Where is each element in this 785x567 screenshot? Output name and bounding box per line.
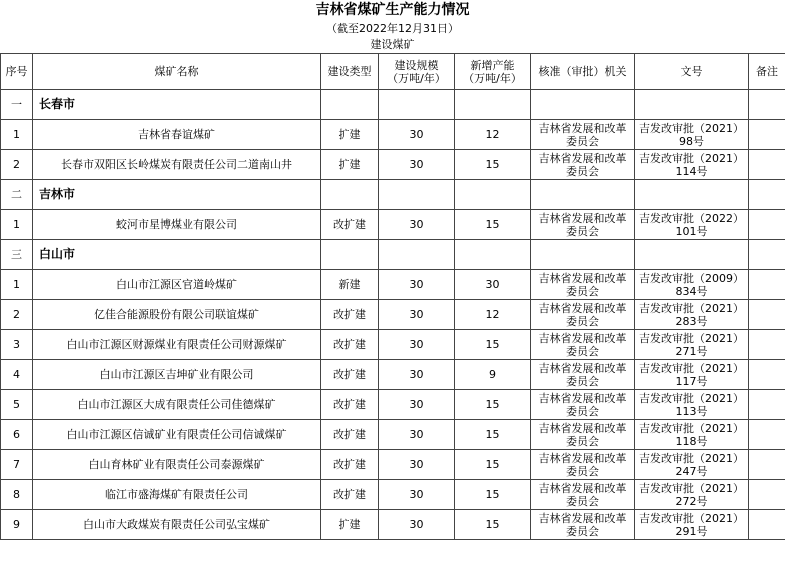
build-type: 改扩建 bbox=[321, 420, 379, 450]
build-scale: 30 bbox=[379, 330, 455, 360]
build-scale: 30 bbox=[379, 360, 455, 390]
group-empty-cell bbox=[455, 240, 531, 270]
table-row bbox=[1, 420, 785, 450]
document-number: 吉发改审批（2021） 114号 bbox=[635, 150, 749, 180]
build-type: 扩建 bbox=[321, 120, 379, 150]
mine-name: 亿佳合能源股份有限公司联谊煤矿 bbox=[33, 300, 321, 330]
build-type: 改扩建 bbox=[321, 300, 379, 330]
row-no: 5 bbox=[1, 390, 33, 420]
added-capacity: 12 bbox=[455, 300, 531, 330]
mine-name: 蛟河市星博煤业有限公司 bbox=[33, 210, 321, 240]
added-capacity: 15 bbox=[455, 420, 531, 450]
table-row bbox=[1, 210, 785, 240]
group-empty-cell bbox=[321, 90, 379, 120]
build-type: 改扩建 bbox=[321, 360, 379, 390]
group-empty-cell bbox=[749, 180, 785, 210]
table-row bbox=[1, 450, 785, 480]
group-empty-cell bbox=[531, 180, 635, 210]
row-no: 1 bbox=[1, 210, 33, 240]
approval-authority: 吉林省发展和改革 委员会 bbox=[531, 480, 635, 510]
added-capacity: 12 bbox=[455, 120, 531, 150]
row-no: 4 bbox=[1, 360, 33, 390]
table-row bbox=[1, 330, 785, 360]
approval-authority: 吉林省发展和改革 委员会 bbox=[531, 210, 635, 240]
group-empty-cell bbox=[455, 180, 531, 210]
header-doc: 文号 bbox=[635, 54, 749, 90]
mine-name: 白山市大政煤炭有限责任公司弘宝煤矿 bbox=[33, 510, 321, 540]
group-row bbox=[1, 240, 785, 270]
mine-name: 白山市江源区大成有限责任公司佳德煤矿 bbox=[33, 390, 321, 420]
group-no: 二 bbox=[1, 180, 33, 210]
group-empty-cell bbox=[635, 240, 749, 270]
approval-authority: 吉林省发展和改革 委员会 bbox=[531, 330, 635, 360]
row-no: 9 bbox=[1, 510, 33, 540]
table-row bbox=[1, 480, 785, 510]
table-row bbox=[1, 270, 785, 300]
note bbox=[749, 300, 785, 330]
approval-authority: 吉林省发展和改革 委员会 bbox=[531, 510, 635, 540]
mine-name: 长春市双阳区长岭煤炭有限责任公司二道南山井 bbox=[33, 150, 321, 180]
note bbox=[749, 330, 785, 360]
mine-name: 吉林省春谊煤矿 bbox=[33, 120, 321, 150]
sheet-subtitle: （截至2022年12月31日） bbox=[326, 22, 459, 35]
mine-name: 白山市江源区吉坤矿业有限公司 bbox=[33, 360, 321, 390]
table-row bbox=[1, 120, 785, 150]
approval-authority: 吉林省发展和改革 委员会 bbox=[531, 420, 635, 450]
note bbox=[749, 390, 785, 420]
row-no: 1 bbox=[1, 120, 33, 150]
approval-authority: 吉林省发展和改革 委员会 bbox=[531, 300, 635, 330]
build-scale: 30 bbox=[379, 390, 455, 420]
approval-authority: 吉林省发展和改革 委员会 bbox=[531, 120, 635, 150]
group-name: 长春市 bbox=[33, 90, 321, 120]
build-type: 扩建 bbox=[321, 510, 379, 540]
build-type: 改扩建 bbox=[321, 390, 379, 420]
note bbox=[749, 150, 785, 180]
build-type: 改扩建 bbox=[321, 210, 379, 240]
added-capacity: 9 bbox=[455, 360, 531, 390]
group-empty-cell bbox=[455, 90, 531, 120]
build-type: 新建 bbox=[321, 270, 379, 300]
build-scale: 30 bbox=[379, 300, 455, 330]
sheet-title: 吉林省煤矿生产能力情况 bbox=[315, 2, 470, 18]
document-number: 吉发改审批（2021） 118号 bbox=[635, 420, 749, 450]
approval-authority: 吉林省发展和改革 委员会 bbox=[531, 150, 635, 180]
table-row bbox=[1, 300, 785, 330]
row-no: 8 bbox=[1, 480, 33, 510]
section-label: 建设煤矿 bbox=[370, 38, 415, 51]
build-scale: 30 bbox=[379, 120, 455, 150]
document-number: 吉发改审批（2021） 113号 bbox=[635, 390, 749, 420]
build-type: 扩建 bbox=[321, 150, 379, 180]
group-empty-cell bbox=[635, 90, 749, 120]
added-capacity: 15 bbox=[455, 450, 531, 480]
table-row bbox=[1, 390, 785, 420]
mine-name: 白山育林矿业有限责任公司泰源煤矿 bbox=[33, 450, 321, 480]
document-number: 吉发改审批（2021） 291号 bbox=[635, 510, 749, 540]
group-empty-cell bbox=[379, 240, 455, 270]
group-no: 三 bbox=[1, 240, 33, 270]
header-authority: 核准（审批）机关 bbox=[531, 54, 635, 90]
group-name: 白山市 bbox=[33, 240, 321, 270]
header-type: 建设类型 bbox=[321, 54, 379, 90]
added-capacity: 15 bbox=[455, 480, 531, 510]
group-empty-cell bbox=[379, 90, 455, 120]
group-empty-cell bbox=[531, 90, 635, 120]
build-type: 改扩建 bbox=[321, 450, 379, 480]
approval-authority: 吉林省发展和改革 委员会 bbox=[531, 360, 635, 390]
header-row bbox=[1, 54, 785, 90]
mine-name: 白山市江源区财源煤业有限责任公司财源煤矿 bbox=[33, 330, 321, 360]
group-empty-cell bbox=[749, 90, 785, 120]
group-row bbox=[1, 180, 785, 210]
approval-authority: 吉林省发展和改革 委员会 bbox=[531, 390, 635, 420]
note bbox=[749, 210, 785, 240]
row-no: 7 bbox=[1, 450, 33, 480]
mine-name: 白山市江源区信诚矿业有限责任公司信诚煤矿 bbox=[33, 420, 321, 450]
group-row bbox=[1, 90, 785, 120]
build-scale: 30 bbox=[379, 210, 455, 240]
table-row bbox=[1, 150, 785, 180]
group-empty-cell bbox=[749, 240, 785, 270]
added-capacity: 15 bbox=[455, 150, 531, 180]
note bbox=[749, 360, 785, 390]
document-number: 吉发改审批（2009） 834号 bbox=[635, 270, 749, 300]
group-empty-cell bbox=[635, 180, 749, 210]
note bbox=[749, 450, 785, 480]
coal-mine-table bbox=[0, 53, 785, 540]
added-capacity: 15 bbox=[455, 210, 531, 240]
header-no: 序号 bbox=[1, 54, 33, 90]
row-no: 3 bbox=[1, 330, 33, 360]
group-empty-cell bbox=[531, 240, 635, 270]
row-no: 6 bbox=[1, 420, 33, 450]
document-number: 吉发改审批（2021） 272号 bbox=[635, 480, 749, 510]
document-number: 吉发改审批（2021） 247号 bbox=[635, 450, 749, 480]
group-empty-cell bbox=[321, 240, 379, 270]
added-capacity: 15 bbox=[455, 510, 531, 540]
build-scale: 30 bbox=[379, 420, 455, 450]
added-capacity: 15 bbox=[455, 330, 531, 360]
document-number: 吉发改审批（2022） 101号 bbox=[635, 210, 749, 240]
mine-name: 白山市江源区官道岭煤矿 bbox=[33, 270, 321, 300]
header-scale: 建设规模 （万吨/年） bbox=[379, 54, 455, 90]
build-scale: 30 bbox=[379, 480, 455, 510]
build-type: 改扩建 bbox=[321, 480, 379, 510]
build-type: 改扩建 bbox=[321, 330, 379, 360]
group-empty-cell bbox=[321, 180, 379, 210]
header-name: 煤矿名称 bbox=[33, 54, 321, 90]
note bbox=[749, 270, 785, 300]
header-note: 备注 bbox=[749, 54, 785, 90]
document-number: 吉发改审批（2021） 98号 bbox=[635, 120, 749, 150]
header-added: 新增产能 （万吨/年） bbox=[455, 54, 531, 90]
added-capacity: 15 bbox=[455, 390, 531, 420]
build-scale: 30 bbox=[379, 150, 455, 180]
group-empty-cell bbox=[379, 180, 455, 210]
row-no: 2 bbox=[1, 150, 33, 180]
build-scale: 30 bbox=[379, 510, 455, 540]
build-scale: 30 bbox=[379, 450, 455, 480]
row-no: 2 bbox=[1, 300, 33, 330]
mine-name: 临江市盛海煤矿有限责任公司 bbox=[33, 480, 321, 510]
approval-authority: 吉林省发展和改革 委员会 bbox=[531, 270, 635, 300]
approval-authority: 吉林省发展和改革 委员会 bbox=[531, 450, 635, 480]
note bbox=[749, 120, 785, 150]
build-scale: 30 bbox=[379, 270, 455, 300]
document-number: 吉发改审批（2021） 271号 bbox=[635, 330, 749, 360]
table-row bbox=[1, 510, 785, 540]
group-name: 吉林市 bbox=[33, 180, 321, 210]
document-number: 吉发改审批（2021） 117号 bbox=[635, 360, 749, 390]
note bbox=[749, 510, 785, 540]
group-no: 一 bbox=[1, 90, 33, 120]
added-capacity: 30 bbox=[455, 270, 531, 300]
table-row bbox=[1, 360, 785, 390]
note bbox=[749, 480, 785, 510]
row-no: 1 bbox=[1, 270, 33, 300]
note bbox=[749, 420, 785, 450]
document-number: 吉发改审批（2021） 283号 bbox=[635, 300, 749, 330]
